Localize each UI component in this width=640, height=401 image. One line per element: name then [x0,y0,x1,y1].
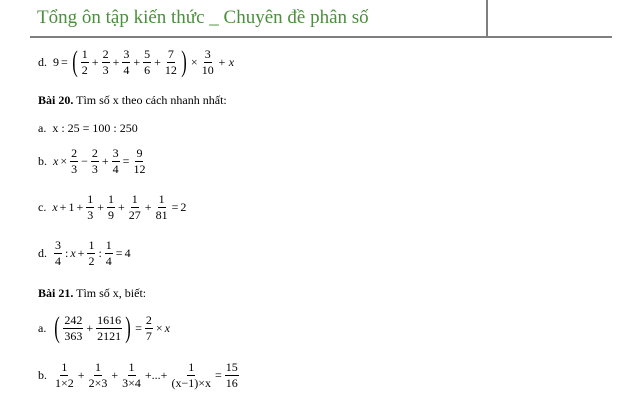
fraction: $\frac{1}{3\times 4}$ [122,360,141,390]
bai20-heading-line [38,93,227,108]
fraction: $\frac{2}{3}$ [91,146,98,176]
problem-d-top: d. 9 = ( $\frac{1}{2}$ + $\frac{2}{3}$ + $\frac{3}{4}$ + $\frac{5}{6}$ + $\frac{7}{12}$ ) × $\frac{3}{10}$ + x [38,45,235,78]
tail-expression: + x [217,54,235,69]
fraction: $\frac{1}{3}$ [87,192,94,222]
fraction: $\frac{3}{4}$ [112,146,119,176]
fraction: $\frac{242}{363}$ [64,312,83,343]
fraction: $\frac{1}{81}$ [155,192,168,222]
right-paren: ) [125,311,131,344]
fraction: $\frac{2}{7}$ [145,312,152,343]
bai21-text: Tìm số x, biết: [73,286,147,300]
fraction: $\frac{7}{12}$ [164,46,177,77]
fraction: $\frac{1}{2}$ [81,46,88,77]
bai20-a: a. x : 25 = 100 : 250 [38,121,138,135]
fraction: $\frac{1}{1\times 2}$ [55,360,74,390]
bai20-a-expression: x : 25 = 100 : 250 [52,121,138,135]
header-divider [30,36,612,38]
bai21-a: a. ( $\frac{242}{363}$ + $\frac{1616}{2121}$ ) = $\frac{2}{7}$ × x [38,311,170,344]
fraction: $\frac{2}{3}$ [71,146,78,176]
bai20-text: Tìm số x theo cách nhanh nhất: [73,93,227,107]
fraction: $\frac{5}{6}$ [144,46,151,77]
bai20-d: d. $\frac{3}{4}$ : x + $\frac{1}{2}$ : $\frac{1}{4}$ = 4 [38,238,131,268]
fraction: $\frac{3}{4}$ [55,238,61,268]
fraction: $\frac{3}{4}$ [123,46,130,77]
left-paren: ( [54,311,61,344]
header-vertical-divider [486,0,488,38]
fraction: $\frac{1}{9}$ [108,192,114,222]
equals-sign: = [61,54,68,69]
header-title: Tổng ôn tập kiến thức _ Chuyên đề phân số [37,7,369,28]
bai20-c: c. x + 1 + $\frac{1}{3}$ + $\frac{1}{9}$ + $\frac{1}{27}$ + $\frac{1}{81}$ = 2 [38,192,187,222]
fraction: $\frac{9}{12}$ [133,146,146,176]
fraction: $\frac{15}{16}$ [225,360,238,390]
fraction: $\frac{1}{2}$ [88,238,95,268]
fraction: $\frac{1}{2\times 3}$ [88,360,108,390]
bai20-heading: Bài 20. [38,93,74,107]
fraction: $\frac{2}{3}$ [102,46,109,77]
fraction: $\frac{3}{10}$ [201,46,214,77]
fraction: $\frac{1}{27}$ [128,192,141,222]
fraction: $\frac{1616}{2121}$ [97,312,122,343]
bai21-b: b. $\frac{1}{1\times 2}$ + $\frac{1}{2\times 3}$ + $\frac{1}{3\times 4}$ +...+ $\frac{1}{(x-1)\times x}$ = $\frac{15}{16}$ [38,360,238,390]
problem-label: d. [38,54,47,69]
right-paren: ) [181,45,187,78]
fraction: $\frac{1}{(x-1)\times x}$ [171,360,211,390]
bai21-heading-line [38,286,146,301]
bai20-b: b. x × $\frac{2}{3}$ − $\frac{2}{3}$ + $\frac{3}{4}$ = $\frac{9}{12}$ [38,146,146,176]
bai21-heading: Bài 21. [38,286,74,300]
page-header [0,0,640,38]
lhs-value: 9 [53,54,59,69]
fraction: $\frac{1}{4}$ [105,238,112,268]
left-paren: ( [72,45,78,78]
